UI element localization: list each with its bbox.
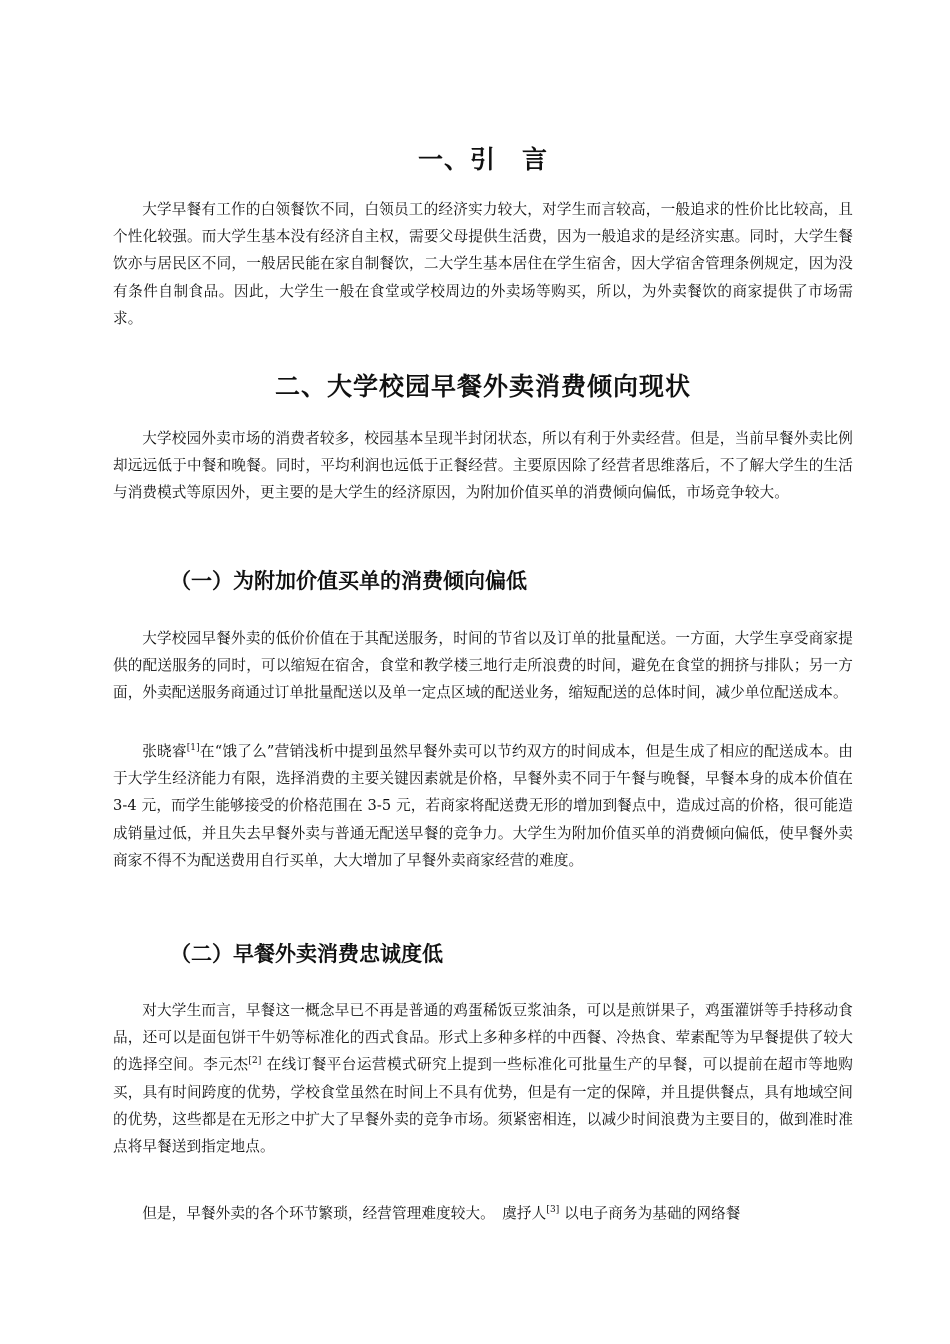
paragraph-value-2 [113,738,853,874]
paragraph-text: 张晓睿 [142,743,187,760]
paragraph-value-1: 大学校园早餐外卖的低价价值在于其配送服务，时间的节省以及订单的批量配送。一方面，大学生享受商家提供的配送服务的同时，可以缩短在宿舍，食堂和教学楼三地行走所浪费的时间，避免在食堂的拥挤与排队；另一方面，外卖配送服务商通过订单批量配送以及单一定点区域的配送业务，缩短配送的总体时间，减少单位配送成本。 [113,630,853,702]
paragraph-loyalty-2 [113,1200,853,1227]
paragraph-text: 在“饿了么”营销浅析中提到虽然早餐外卖可以节约双方的时间成本，但是生成了相应的配送成本。由于大学生经济能力有限，选择消费的主要关键因素就是价格，早餐外卖不同于午餐与晚餐，早餐本身的成本价值在 3-4 元，而学生能够接受的价格范围在 3-5 元，若商家将配送费无形的增加到餐点中，造成过高的价格，很可能造成销量过低，并且失去早餐外卖与普通无配送早餐的竞争力。大学生为附加价值买单的消费倾向偏低，使早餐外卖商家不得不为配送费用自行买单，大大增加了早餐外卖商家经营的难度。 [113,743,853,869]
subsection-heading-value: （一）为附加价值买单的消费倾向偏低 [170,569,527,593]
paragraph-text: 对大学生而言，早餐这一概念早已不再是普通的鸡蛋稀饭豆浆油条，可以是煎饼果子，鸡蛋灌饼等手持移动食品，还可以是面包饼干牛奶等标准化的西式食品。形式上多种多样的中西餐、冷热食、荤素配等为早餐提供了较大的选择空间。李元杰 [113,1002,853,1074]
paragraph-status: 大学校园外卖市场的消费者较多，校园基本呈现半封闭状态，所以有利于外卖经营。但是，当前早餐外卖比例却远远低于中餐和晚餐。同时，平均利润也远低于正餐经营。主要原因除了经营者思维落后，不了解大学生的生活与消费模式等原因外，更主要的是大学生的经济原因，为附加价值买单的消费倾向偏低，市场竞争较大。 [113,430,853,502]
section-heading-status: 二、大学校园早餐外卖消费倾向现状 [274,372,691,401]
citation-ref: [3] [546,1205,560,1216]
subsection-heading-loyalty: （二）早餐外卖消费忠诚度低 [170,942,443,966]
citation-ref: [2] [248,1056,262,1067]
paragraph-loyalty-1 [113,997,853,1160]
paragraph-introduction: 大学早餐有工作的白领餐饮不同，白领员工的经济实力较大，对学生而言较高，一般追求的性价比比较高，且个性化较强。而大学生基本没有经济自主权，需要父母提供生活费，因为一般追求的是经济实惠。同时，大学生餐饮亦与居民区不同，一般居民能在家自制餐饮，二大学生基本居住在学生宿舍，因大学宿舍管理条例规定，因为没有条件自制食品。因此，大学生一般在食堂或学校周边的外卖场等购买，所以，为外卖餐饮的商家提供了市场需求。 [113,201,853,327]
paragraph-text: 但是，早餐外卖的各个环节繁琐，经营管理难度较大。 虞抒人 [142,1205,547,1222]
paragraph-text: 以电子商务为基础的网络餐 [559,1205,741,1222]
citation-ref: [1] [186,743,200,754]
section-heading-introduction: 一、引 言 [417,145,548,174]
paragraph-text: 在线订餐平台运营模式研究上提到一些标准化可批量生产的早餐，可以提前在超市等地购买，具有时间跨度的优势，学校食堂虽然在时间上不具有优势，但是有一定的保障，并且提供餐点，具有地域空间的优势，这些都是在无形之中扩大了早餐外卖的竞争市场。须紧密相连，以减少时间浪费为主要目的，做到准时准点将早餐送到指定地点。 [113,1056,853,1156]
